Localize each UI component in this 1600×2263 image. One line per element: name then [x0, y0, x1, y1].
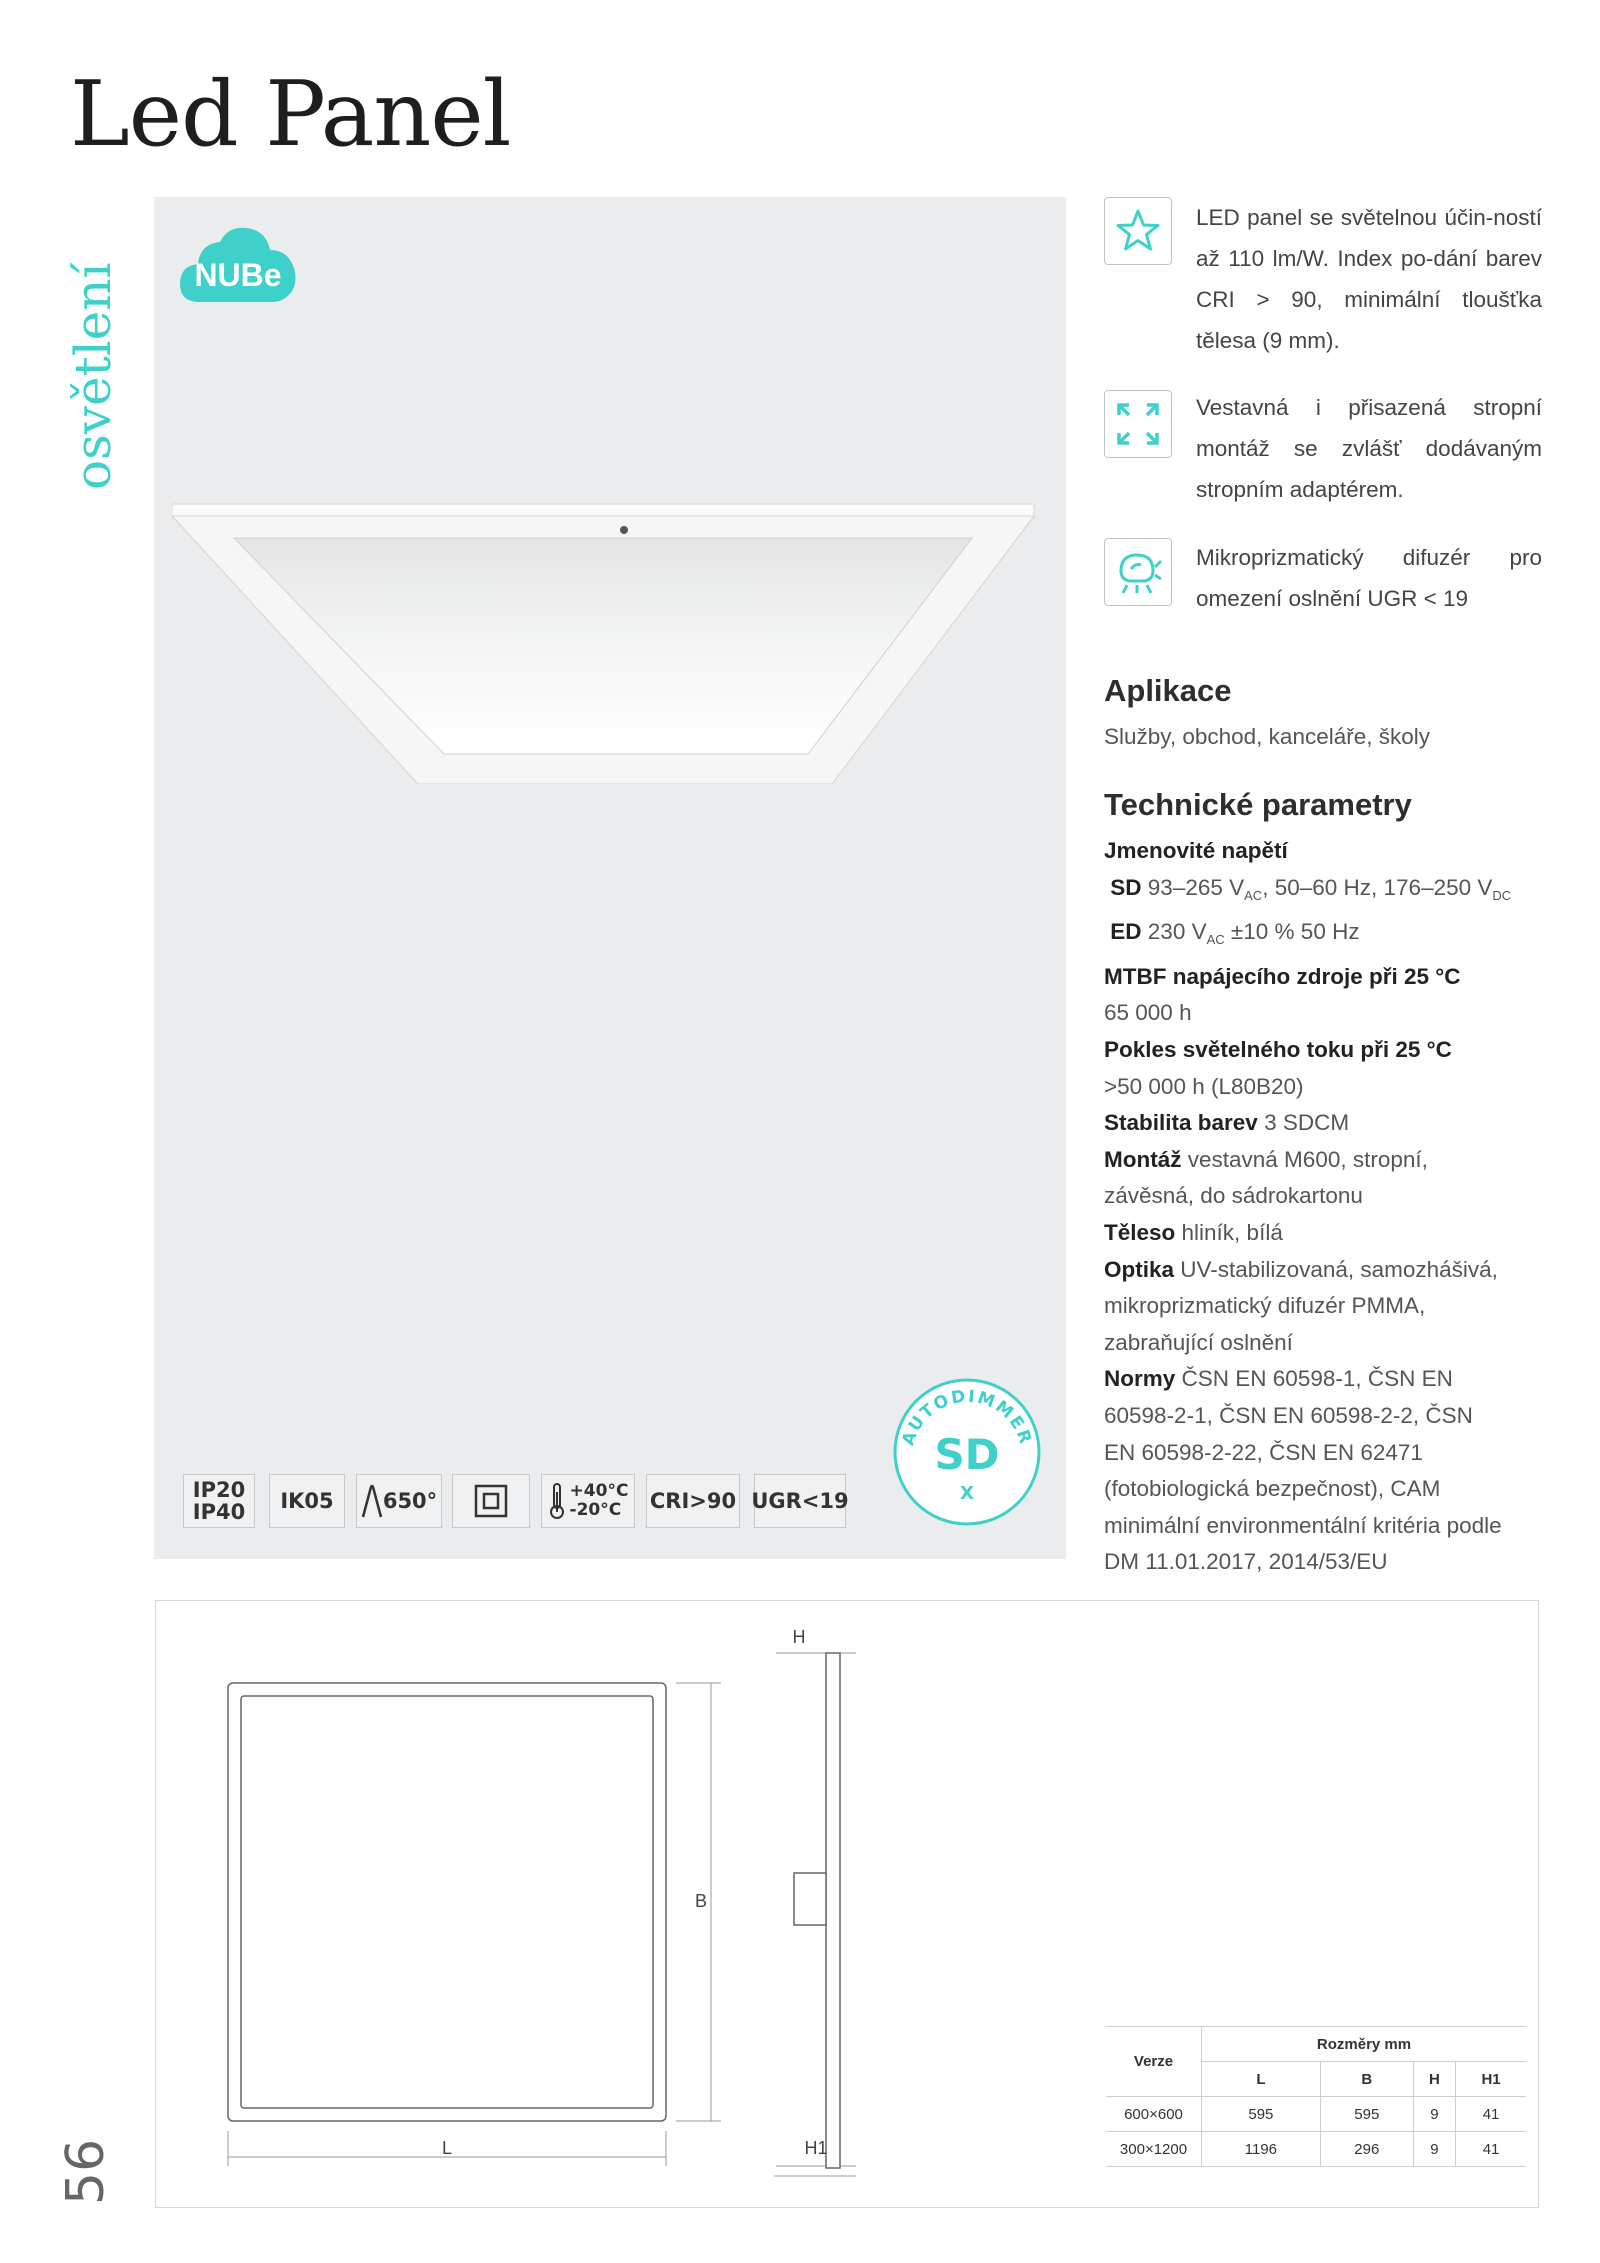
cell-h: 9	[1413, 2097, 1455, 2132]
ed-label: ED	[1110, 919, 1142, 945]
cell-b: 595	[1320, 2097, 1413, 2132]
optics-label: Optika	[1104, 1256, 1175, 1282]
norms-value-5: minimální environmentální kritéria podle	[1104, 1512, 1502, 1538]
norms-value-4: (fotobiologická bezpečnost), CAM	[1104, 1476, 1441, 1502]
feature-efficiency-text: LED panel se světelnou účin-ností až 110 lm/W. Index po-dání barev CRI > 90, minimální tloušťka tělesa (9 mm).	[1196, 205, 1542, 353]
expand-arrows-icon	[1115, 401, 1161, 447]
col-h-header: H	[1413, 2062, 1455, 2097]
glow-wire-icon	[361, 1483, 383, 1519]
autodimmer-badge	[892, 1377, 1042, 1527]
norms-label: Normy	[1104, 1366, 1176, 1392]
temp-max-value: +40°C	[569, 1481, 629, 1501]
application-text: Služby, obchod, kanceláře, školy	[1104, 724, 1431, 749]
body-value: hliník, bílá	[1175, 1219, 1283, 1245]
decline-label: Pokles světelného toku při 25 °C	[1104, 1036, 1452, 1062]
sd-ac-sub: AC	[1244, 887, 1263, 903]
ed-ac-sub: AC	[1206, 932, 1225, 948]
drawing-label-b: B	[694, 1891, 708, 1911]
drawing-label-h1: H1	[804, 2138, 828, 2158]
body-label: Těleso	[1104, 1219, 1176, 1245]
col-b-header: B	[1320, 2062, 1413, 2097]
mount-label: Montáž	[1104, 1146, 1182, 1172]
ip-rating-badge	[183, 1474, 255, 1528]
page-number: 56	[56, 2138, 116, 2205]
ik-rating-badge: IK05	[269, 1474, 345, 1528]
glare-lamp-icon	[1113, 547, 1163, 597]
thermometer-icon	[548, 1482, 566, 1520]
col-version-header: Verze	[1106, 2027, 1202, 2097]
feature-mounting-text: Vestavná i přisazená stropní montáž se zvlášť dodávaným stropním adaptérem.	[1196, 395, 1542, 502]
mount-value-2: závěsná, do sádrokartonu	[1104, 1183, 1363, 1209]
cell-version: 300×1200	[1106, 2132, 1202, 2167]
technical-drawing-box	[155, 1600, 1539, 2208]
ugr-badge: UGR<19	[754, 1474, 846, 1528]
protection-class-badge	[452, 1474, 530, 1528]
mtbf-label: MTBF napájecího zdroje při 25 °C	[1104, 963, 1461, 989]
double-insulation-icon	[474, 1484, 508, 1518]
cell-h: 9	[1413, 2132, 1455, 2167]
tech-parameters	[1104, 833, 1564, 1581]
ed-voltage: 230 V	[1147, 919, 1207, 945]
col-h1-header: H1	[1456, 2062, 1526, 2097]
norms-value-3: EN 60598-2-22, ČSN EN 62471	[1104, 1439, 1423, 1465]
feature-mounting	[1104, 390, 1172, 458]
cell-h1: 41	[1456, 2097, 1526, 2132]
led-panel-image	[172, 494, 1042, 784]
cri-badge: CRI>90	[646, 1474, 740, 1528]
autodimmer-ring-text: AUTODIMMER	[898, 1386, 1036, 1449]
tech-heading: Technické parametry	[1104, 787, 1412, 822]
sd-voltage-dc: , 50–60 Hz, 176–250 V	[1262, 874, 1493, 900]
ed-voltage-tolerance: ±10 % 50 Hz	[1224, 919, 1360, 945]
dimensions-table	[1106, 2026, 1526, 2167]
feature-glare-text: Mikroprizmatický difuzér pro omezení oslnění UGR < 19	[1196, 545, 1542, 611]
ip-rating-top: IP20	[192, 1478, 246, 1502]
drawing-label-h: H	[792, 1627, 806, 1647]
norms-value-1: ČSN EN 60598-1, ČSN EN	[1175, 1366, 1453, 1392]
cell-b: 296	[1320, 2132, 1413, 2167]
table-row	[1106, 2097, 1526, 2132]
optics-value-2: mikroprizmatický difuzér PMMA,	[1104, 1293, 1426, 1319]
optics-value-1: UV-stabilizovaná, samozhášivá,	[1174, 1256, 1498, 1282]
mtbf-value: 65 000 h	[1104, 1000, 1192, 1026]
mount-value-1: vestavná M600, stropní,	[1181, 1146, 1428, 1172]
autodimmer-center-text: SD	[934, 1430, 1000, 1479]
table-row	[1106, 2132, 1526, 2167]
nube-logo-text: NUBe	[194, 257, 282, 293]
sd-dc-sub: DC	[1492, 887, 1512, 903]
dimensions-group-header: Rozměry mm	[1202, 2027, 1527, 2062]
decline-value: >50 000 h (L80B20)	[1104, 1073, 1304, 1099]
ip-rating-bottom: IP40	[192, 1500, 246, 1524]
col-l-header: L	[1202, 2062, 1321, 2097]
star-icon	[1114, 207, 1162, 255]
temp-min-value: -20°C	[569, 1500, 622, 1520]
drawing-label-l: L	[441, 2138, 453, 2158]
cell-version: 600×600	[1106, 2097, 1202, 2132]
autodimmer-bottom-text: X	[960, 1483, 974, 1504]
feature-glare	[1104, 538, 1172, 606]
norms-value-2: 60598-2-1, ČSN EN 60598-2-2, ČSN	[1104, 1402, 1473, 1428]
stability-label: Stabilita barev	[1104, 1110, 1258, 1136]
stability-value: 3 SDCM	[1257, 1110, 1350, 1136]
cell-l: 595	[1202, 2097, 1321, 2132]
product-photo-panel	[154, 197, 1066, 1559]
norms-value-6: DM 11.01.2017, 2014/53/EU	[1104, 1549, 1388, 1575]
sd-voltage-ac: 93–265 V	[1147, 874, 1245, 900]
glow-wire-badge	[356, 1474, 442, 1528]
section-label: osvětlení	[64, 262, 122, 490]
nube-logo	[178, 224, 300, 304]
feature-efficiency	[1104, 197, 1172, 265]
optics-value-3: zabraňující oslnění	[1104, 1329, 1293, 1355]
application-heading: Aplikace	[1104, 673, 1232, 708]
glow-wire-value: 650°	[382, 1489, 438, 1513]
cell-h1: 41	[1456, 2132, 1526, 2167]
temperature-badge	[541, 1474, 635, 1528]
cell-l: 1196	[1202, 2132, 1321, 2167]
page-title: Led Panel	[70, 62, 511, 167]
sd-label: SD	[1110, 874, 1142, 900]
voltage-label: Jmenovité napětí	[1104, 838, 1288, 863]
